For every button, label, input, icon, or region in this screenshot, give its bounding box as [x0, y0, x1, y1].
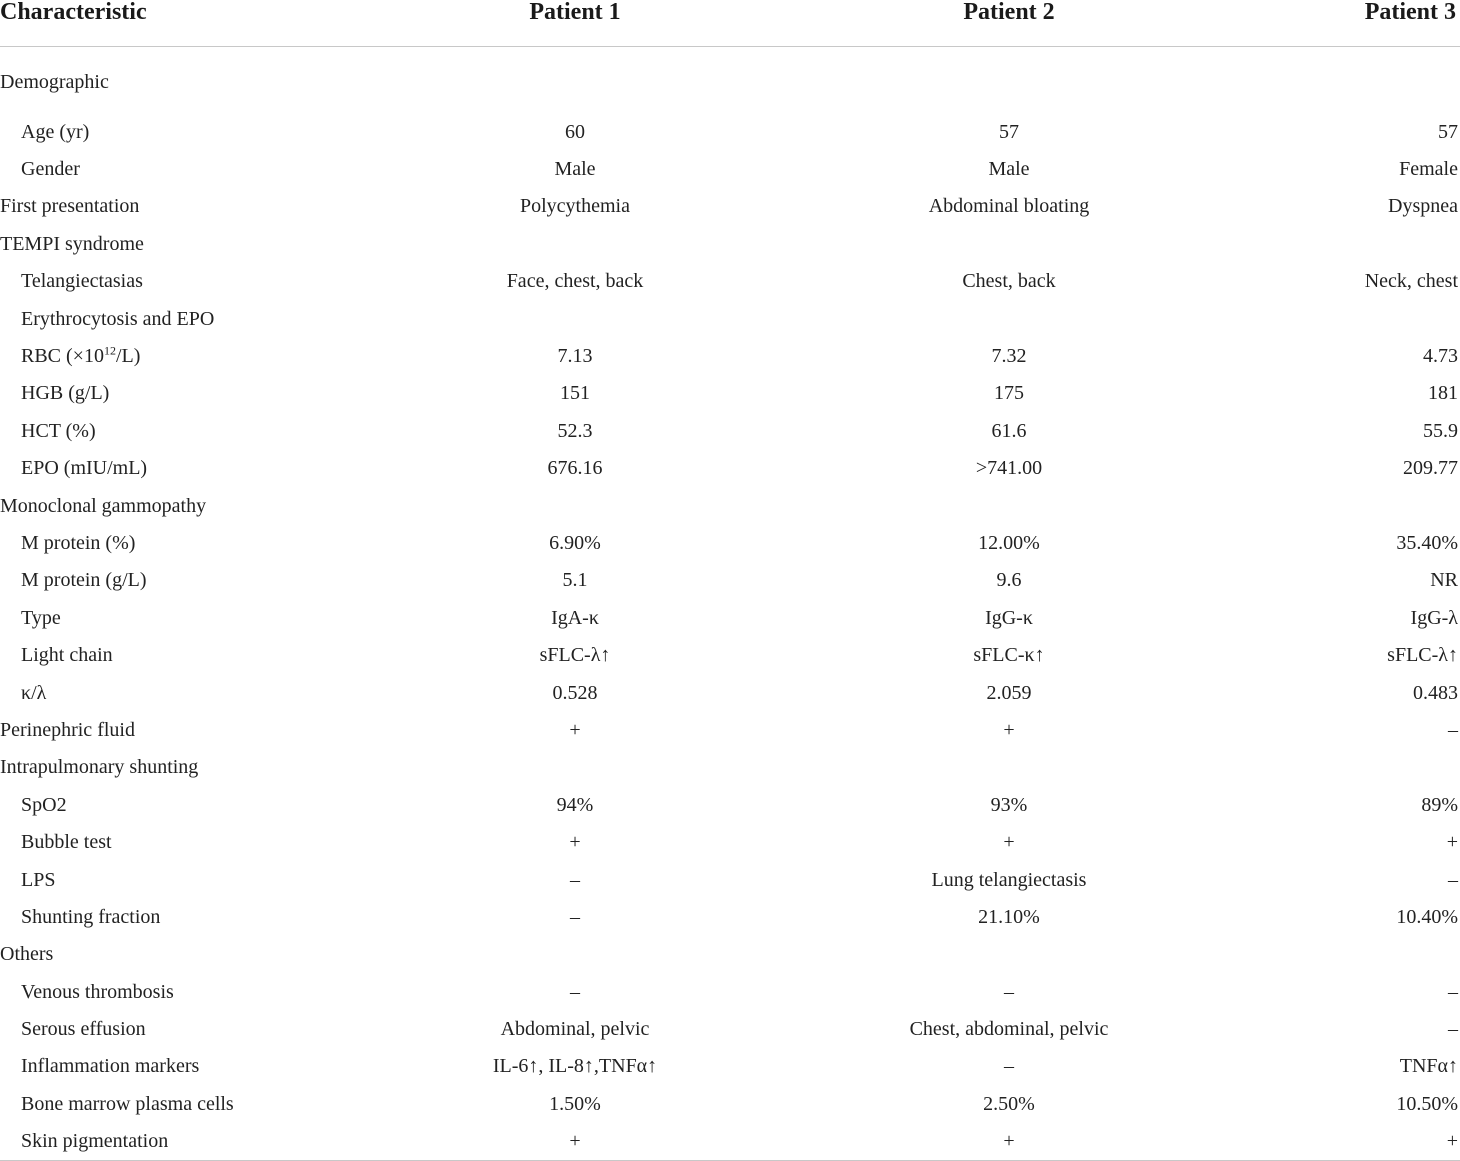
patient-1-value	[420, 225, 730, 262]
table-row	[0, 936, 1460, 973]
table-row	[0, 636, 1460, 673]
patient-2-value: 9.6	[996, 569, 1022, 592]
patient-3-value: sFLC-λ↑	[1387, 644, 1458, 667]
row-label	[0, 150, 420, 187]
patient-2-value	[730, 225, 1288, 262]
table-row	[0, 337, 1460, 374]
table-row	[0, 711, 1460, 748]
patient-1-value	[420, 47, 730, 114]
patient-3-value: 209.77	[1403, 457, 1458, 480]
table-row	[0, 113, 1460, 150]
row-label	[0, 599, 420, 636]
table-row	[0, 300, 1460, 337]
row-label	[0, 487, 420, 524]
patient-2-value: 7.32	[991, 345, 1027, 368]
row-label	[0, 524, 420, 561]
row-label-text: SpO2	[21, 793, 67, 816]
patient-1-value: 94%	[556, 793, 594, 816]
patient-2-value	[730, 47, 1288, 114]
patient-2-value: +	[1003, 831, 1015, 854]
patient-1-value: IgA-κ	[551, 606, 599, 629]
row-label-text: Venous thrombosis	[21, 980, 174, 1003]
row-label-text: Others	[0, 943, 54, 966]
patient-3-value: +	[1446, 831, 1458, 854]
patient-1-value	[420, 300, 730, 337]
patient-2-value: –	[1004, 980, 1014, 1003]
patient-2-value: IgG-κ	[985, 606, 1033, 629]
patient-2-value: 2.50%	[983, 1092, 1035, 1115]
table-row	[0, 412, 1460, 449]
table-row	[0, 898, 1460, 935]
patient-3-value: 4.73	[1423, 345, 1458, 368]
patient-2-value: Male	[988, 158, 1030, 181]
patient-2-value: +	[1003, 718, 1015, 741]
row-label	[0, 1048, 420, 1085]
row-label-text: Shunting fraction	[21, 905, 161, 928]
table-row	[0, 599, 1460, 636]
table-row	[0, 1085, 1460, 1122]
row-label	[0, 898, 420, 935]
row-label-text: HCT (%)	[21, 419, 96, 442]
patient-3-value: 89%	[1421, 793, 1458, 816]
patient-1-value	[420, 749, 730, 786]
patient-3-value	[1288, 300, 1460, 337]
row-label-text: Telangiectasias	[21, 270, 143, 293]
table-row	[0, 861, 1460, 898]
patient-1-value: –	[570, 905, 580, 928]
table-row	[0, 450, 1460, 487]
patient-3-value: 35.40%	[1396, 531, 1458, 554]
patient-2-value: Chest, abdominal, pelvic	[909, 1018, 1109, 1041]
row-label	[0, 412, 420, 449]
patient-3-value: Female	[1399, 158, 1458, 181]
table-row	[0, 487, 1460, 524]
row-label-text: Perinephric fluid	[0, 718, 135, 741]
table-row	[0, 47, 1460, 114]
patient-1-value: +	[569, 718, 581, 741]
row-label-text: M protein (%)	[21, 531, 136, 554]
patient-3-value: TNFα↑	[1399, 1055, 1458, 1078]
patient-3-value: 55.9	[1423, 419, 1458, 442]
patient-3-value: 0.483	[1413, 681, 1458, 704]
patient-2-value: +	[730, 1123, 1288, 1161]
row-label	[0, 225, 420, 262]
patient-1-value: Male	[554, 158, 596, 181]
patient-1-value: 151	[560, 382, 590, 405]
patient-1-value: 1.50%	[549, 1092, 601, 1115]
table-body	[0, 47, 1460, 1161]
row-label-text: RBC (×10	[21, 345, 104, 368]
row-label-text: EPO (mIU/mL)	[21, 457, 148, 480]
patient-2-value: >741.00	[975, 457, 1043, 480]
patient-3-value: 181	[1428, 382, 1458, 405]
table-row	[0, 263, 1460, 300]
patient-2-value	[730, 936, 1288, 973]
row-label-text: LPS	[21, 868, 56, 891]
row-label	[0, 936, 420, 973]
patient-1-value: 6.90%	[549, 531, 601, 554]
patient-3-value	[1288, 47, 1460, 114]
patient-2-value: 2.059	[986, 681, 1032, 704]
patient-2-value	[730, 749, 1288, 786]
table-row	[0, 786, 1460, 823]
row-label	[0, 375, 420, 412]
row-label	[0, 300, 420, 337]
row-label	[0, 562, 420, 599]
table-row	[0, 674, 1460, 711]
patient-1-value: IL-6↑, IL-8↑,TNFα↑	[492, 1055, 658, 1078]
row-label-text: κ/λ	[21, 681, 47, 704]
row-label	[0, 450, 420, 487]
table-row	[0, 375, 1460, 412]
row-label-text: Light chain	[21, 644, 113, 667]
row-label	[0, 1085, 420, 1122]
row-label	[0, 188, 420, 225]
patient-1-value: –	[570, 980, 580, 1003]
patient-2-value: 21.10%	[978, 905, 1040, 928]
row-label-suffix: /L)	[115, 345, 141, 368]
patient-1-value: –	[570, 868, 580, 891]
patient-3-value	[1288, 225, 1460, 262]
row-label	[0, 337, 420, 374]
patient-2-value: Abdominal bloating	[928, 195, 1090, 218]
patient-3-value: 10.50%	[1396, 1092, 1458, 1115]
patient-1-value: 7.13	[557, 345, 593, 368]
patient-1-value: Face, chest, back	[506, 270, 644, 293]
row-label	[0, 749, 420, 786]
patient-1-value: 52.3	[557, 419, 593, 442]
header-row	[0, 0, 1460, 47]
row-label	[0, 674, 420, 711]
row-label	[0, 973, 420, 1010]
row-label-text: Bone marrow plasma cells	[21, 1092, 234, 1115]
row-label-text: Inflammation markers	[21, 1055, 200, 1078]
row-label	[0, 47, 420, 114]
patient-1-value	[420, 936, 730, 973]
row-label	[0, 823, 420, 860]
row-label	[0, 711, 420, 748]
row-label-text: Gender	[21, 158, 80, 181]
patient-3-value	[1288, 487, 1460, 524]
patient-1-value: 0.528	[552, 681, 598, 704]
row-label-text: Monoclonal gammopathy	[0, 494, 207, 517]
row-label-text: Skin pigmentation	[21, 1130, 169, 1153]
header-characteristic: Characteristic	[0, 0, 420, 47]
patient-1-value: +	[420, 1123, 730, 1161]
row-label-superscript: 12	[103, 343, 116, 358]
table-row	[0, 524, 1460, 561]
patient-2-value	[730, 487, 1288, 524]
patient-2-value	[730, 300, 1288, 337]
header-patient-1: Patient 1	[420, 0, 730, 47]
patient-3-value: 57	[1438, 120, 1458, 143]
patient-3-value: Dyspnea	[1388, 195, 1458, 218]
patient-3-value: Neck, chest	[1364, 270, 1458, 293]
row-label-text: Erythrocytosis and EPO	[21, 307, 215, 330]
table-row	[0, 188, 1460, 225]
patient-3-value: –	[1448, 980, 1458, 1003]
patient-1-value: 60	[565, 120, 585, 143]
row-label-text: TEMPI syndrome	[0, 232, 144, 255]
patient-2-value: 93%	[990, 793, 1028, 816]
patient-2-value: 12.00%	[978, 531, 1040, 554]
row-label	[0, 1123, 420, 1161]
patient-3-value: –	[1448, 1018, 1458, 1041]
row-label	[0, 113, 420, 150]
row-label-text: Serous effusion	[21, 1018, 146, 1041]
table-row	[0, 823, 1460, 860]
row-label-text: HGB (g/L)	[21, 382, 110, 405]
patient-1-value: Abdominal, pelvic	[500, 1018, 650, 1041]
patient-1-value: Polycythemia	[520, 195, 630, 218]
patient-2-value: 175	[994, 382, 1024, 405]
patient-2-value: Chest, back	[962, 270, 1056, 293]
patient-3-value	[1288, 749, 1460, 786]
header-patient-2: Patient 2	[730, 0, 1288, 47]
patient-2-value: –	[1004, 1055, 1014, 1078]
patient-3-value: +	[1288, 1123, 1460, 1161]
table-row	[0, 1123, 1460, 1161]
patient-2-value: Lung telangiectasis	[931, 868, 1087, 891]
patient-1-value: 676.16	[547, 457, 603, 480]
row-label-text: First presentation	[0, 195, 140, 218]
row-label-text: Intrapulmonary shunting	[0, 756, 199, 779]
row-label	[0, 861, 420, 898]
table-row	[0, 1010, 1460, 1047]
row-label-text: M protein (g/L)	[21, 569, 147, 592]
row-label-text: Age (yr)	[21, 120, 90, 143]
patient-3-value	[1288, 936, 1460, 973]
patient-2-value: sFLC-κ↑	[973, 644, 1045, 667]
row-label	[0, 1010, 420, 1047]
table-row	[0, 562, 1460, 599]
patient-1-value	[420, 487, 730, 524]
table-row	[0, 973, 1460, 1010]
patient-2-value: 61.6	[991, 419, 1027, 442]
patient-3-value: NR	[1430, 569, 1458, 592]
table-row	[0, 1048, 1460, 1085]
row-label	[0, 636, 420, 673]
row-label-text: Type	[21, 606, 61, 629]
patient-3-value: –	[1448, 868, 1458, 891]
row-label	[0, 786, 420, 823]
header-patient-3: Patient 3	[1288, 0, 1460, 47]
patient-3-value: IgG-λ	[1410, 606, 1458, 629]
row-label	[0, 263, 420, 300]
patient-3-value: –	[1448, 718, 1458, 741]
patient-2-value: 57	[999, 120, 1019, 143]
row-label-text: Bubble test	[21, 831, 112, 854]
patient-1-value: sFLC-λ↑	[539, 644, 611, 667]
table-row	[0, 749, 1460, 786]
table-row	[0, 225, 1460, 262]
table-row	[0, 150, 1460, 187]
patient-3-value: 10.40%	[1396, 905, 1458, 928]
patient-1-value: +	[569, 831, 581, 854]
patient-1-value: 5.1	[562, 569, 588, 592]
row-label-text: Demographic	[0, 71, 109, 93]
